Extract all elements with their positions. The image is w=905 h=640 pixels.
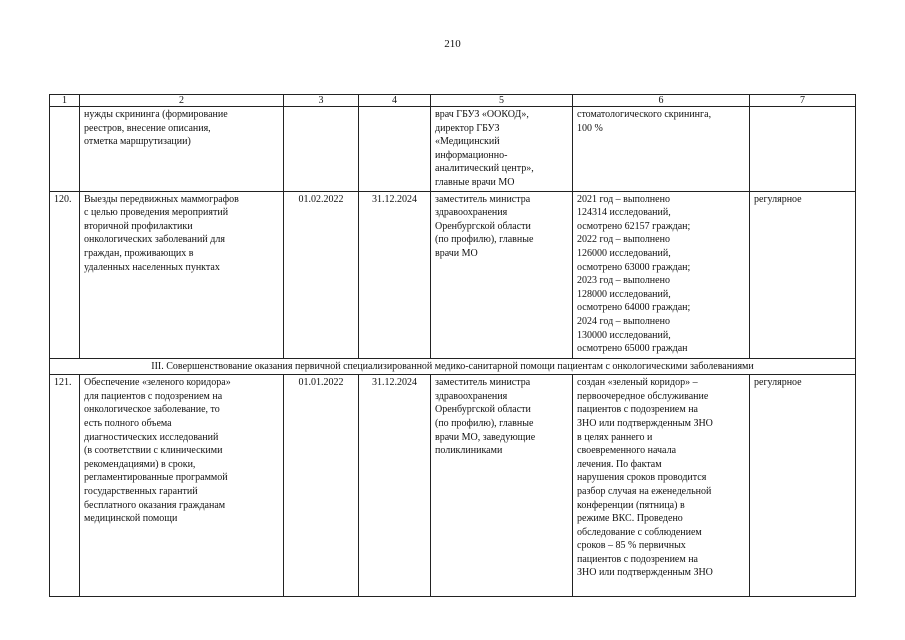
type-cell: регулярное xyxy=(750,375,856,597)
activities-table xyxy=(49,94,856,597)
responsible-cell: заместитель министра здравоохранения Оренбургской области (по профилю), главные врачи МО xyxy=(431,191,573,358)
table-header-row xyxy=(50,95,856,107)
column-header: 1 xyxy=(50,95,80,107)
activity-cell: Выезды передвижных маммографов с целью проведения мероприятий вторичной профилактики онкологических заболеваний для граждан, проживающих в удаленных населенных пунктах xyxy=(80,191,284,358)
table-row xyxy=(50,191,856,358)
end-date: 31.12.2024 xyxy=(359,375,431,597)
start-date xyxy=(284,107,359,192)
column-header: 4 xyxy=(359,95,431,107)
section-title: III. Совершенствование оказания первичной специализированной медико-санитарной помощи пациентам с онкологическими заболеваниями xyxy=(50,358,856,375)
result-cell: стоматологического скрининга, 100 % xyxy=(573,107,750,192)
row-number xyxy=(50,107,80,192)
activity-cell: Обеспечение «зеленого коридора» для пациентов с подозрением на онкологическое заболевание, то есть полного объема диагностических исследований (в соответствии с клиническими рекомендациями) в сроки, регламентированные программой государственных гарантий бесплатного оказания гражданам медицинской помощи xyxy=(80,375,284,597)
result-cell: 2021 год – выполнено 124314 исследований, осмотрено 62157 граждан; 2022 год – выполнено 126000 исследований, осмотрено 63000 граждан; 2023 год – выполнено 128000 исследований, осмотрено 64000 граждан; 2024 год – выполнено 130000 исследований, осмотрено 65000 граждан xyxy=(573,191,750,358)
column-header: 2 xyxy=(80,95,284,107)
section-row xyxy=(50,358,856,375)
end-date: 31.12.2024 xyxy=(359,191,431,358)
column-header: 6 xyxy=(573,95,750,107)
responsible-cell: заместитель министра здравоохранения Оренбургской области (по профилю), главные врачи МО, заведующие поликлиниками xyxy=(431,375,573,597)
table-row xyxy=(50,375,856,597)
column-header: 5 xyxy=(431,95,573,107)
type-cell: регулярное xyxy=(750,191,856,358)
responsible-cell: врач ГБУЗ «ООКОД», директор ГБУЗ «Медицинский информационно- аналитический центр», главные врачи МО xyxy=(431,107,573,192)
end-date xyxy=(359,107,431,192)
activity-cell: нужды скрининга (формирование реестров, внесение описания, отметка маршрутизации) xyxy=(80,107,284,192)
page-number: 210 xyxy=(444,38,461,50)
column-header: 3 xyxy=(284,95,359,107)
table-row xyxy=(50,107,856,192)
type-cell xyxy=(750,107,856,192)
start-date: 01.02.2022 xyxy=(284,191,359,358)
row-number: 120. xyxy=(50,191,80,358)
result-cell: создан «зеленый коридор» – первоочередное обслуживание пациентов с подозрением на ЗНО или подтвержденным ЗНО в целях раннего и своевременного начала лечения. По фактам нарушения сроков проводится разбор случая на еженедельной конференции (пятница) в режиме ВКС. Проведено обследование с соблюдением сроков – 85 % первичных пациентов с подозрением на ЗНО или подтвержденным ЗНО xyxy=(573,375,750,597)
column-header: 7 xyxy=(750,95,856,107)
start-date: 01.01.2022 xyxy=(284,375,359,597)
row-number: 121. xyxy=(50,375,80,597)
